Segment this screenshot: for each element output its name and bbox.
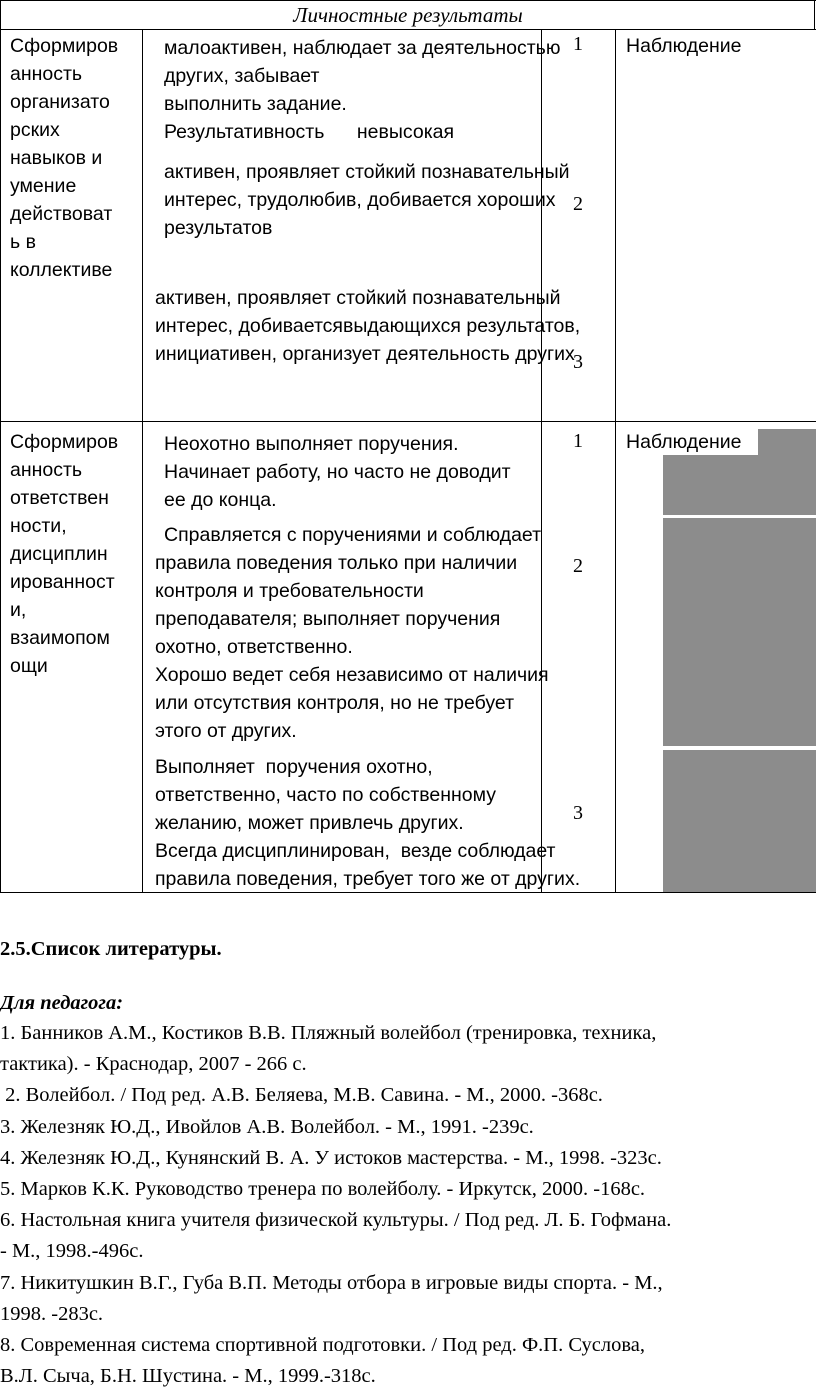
col-divider-3 [615,29,616,893]
grey-block [758,429,816,455]
criterion-cell [10,428,138,680]
literature-line: 3. Железняк Ю.Д., Ивойлов А.В. Волейбол. - М., 1991. -239с. [0,1115,534,1138]
literature-line: 8. Современная система спортивной подготовки. / Под ред. Ф.П. Суслова, [0,1334,645,1357]
level-line: или отсутствия контроля, но не требует [155,692,515,714]
criterion-line: ированност [10,571,115,593]
literature-line: тактика). - Краснодар, 2007 - 266 с. [0,1053,307,1076]
level-line: контроля и требовательности [155,580,424,602]
level-line: правила поведения только при наличии [155,552,518,574]
literature-list [0,1018,816,1392]
level-line: интерес, трудолюбив, добивается хороших [164,189,556,211]
level-line: охотно, ответственно. [155,636,353,658]
level-line: Хорошо ведет себя независимо от наличия [155,664,549,686]
level-line: правила поведения, требует того же от других. [155,868,581,890]
level-line: Справляется с поручениями и соблюдает [164,524,542,546]
level-line: Результативность невысокая [164,121,455,143]
criterion-line: ь в [10,231,36,253]
level-line: интерес, добиваетсявыдающихся результатов, [155,315,581,337]
score: 2 [573,193,583,215]
level-line: ее до конца. [164,489,277,511]
level-line: других, забывает [164,65,320,87]
score: 3 [573,351,583,373]
criterion-line: ответствен [10,487,109,509]
literature-line: - М., 1998.-496с. [0,1240,144,1263]
literature-line: 5. Марков К.К. Руководство тренера по волейболу. - Иркутск, 2000. -168с. [0,1178,646,1201]
literature-line: 4. Железняк Ю.Д., Кунянский В. А. У истоков мастерства. - М., 1998. -323с. [0,1146,662,1169]
table-header: Личностные результаты [293,3,523,27]
literature-line: 6. Настольная книга учителя физической культуры. / Под ред. Л. Б. Гофмана. [0,1209,672,1232]
criterion-line: коллективе [10,259,113,281]
criterion-line: Сформиров [10,431,119,453]
col-divider-1 [142,29,143,893]
criterion-line: дисциплин [10,543,108,565]
grey-block [663,518,816,746]
level-line: малоактивен, наблюдает за деятельностью [164,37,561,59]
score: 2 [573,555,583,577]
level-line: выполнить задание. [164,93,347,115]
level-line: ответственно, часто по собственному [155,784,497,806]
section-title: 2.5.Список литературы. [0,938,222,960]
literature-line: 1. Банников А.М., Костиков В.В. Пляжный волейбол (тренировка, техника, [0,1022,657,1044]
criterion-line: ощи [10,655,48,677]
criterion-line: анность [10,63,83,85]
criterion-line: ности, [10,515,67,537]
level-line: активен, проявляет стойкий познавательный [164,161,570,183]
criterion-line: и, [10,599,27,621]
method-cell: Наблюдение [626,431,742,453]
level-line: Неохотно выполняет поручения. [164,433,459,455]
criterion-line: организато [10,91,110,113]
grey-block [663,455,816,515]
level-text [164,34,560,146]
level-text [155,521,549,745]
level-line: активен, проявляет стойкий познавательный [155,287,561,309]
level-line: результатов [164,217,273,239]
score: 1 [573,33,583,55]
table-border-row1 [0,421,816,422]
table-border-left [0,0,1,893]
level-line: этого от других. [155,720,297,742]
level-text [155,753,580,893]
criterion-line: Сформиров [10,35,119,57]
level-line: Всегда дисциплинирован, везде соблюдает [155,840,556,862]
literature-line: В.Л. Сыча, Б.Н. Шустина. - М., 1999.-318с. [0,1365,376,1388]
criterion-line: действоват [10,203,113,225]
method-cell: Наблюдение [626,35,742,57]
level-line: инициативен, организует деятельность других [155,343,575,365]
literature-line: 7. Никитушкин В.Г., Губа В.П. Методы отбора в игровые виды спорта. - М., [0,1271,663,1294]
level-text [155,284,580,368]
criterion-line: взаимопом [10,627,110,649]
criterion-line: рских [10,119,60,141]
level-line: желанию, может привлечь других. [155,812,464,834]
section-subtitle: Для педагога: [0,992,124,1014]
literature-line: 2. Волейбол. / Под ред. А.В. Беляева, М.В. Савина. - М., 2000. -368с. [0,1084,603,1107]
literature-line: 1998. -283с. [0,1302,104,1325]
score: 3 [573,802,583,824]
level-text [164,158,570,242]
criterion-line: навыков и [10,147,103,169]
score: 1 [573,430,583,452]
grey-block [663,750,816,892]
criterion-cell [10,32,138,284]
level-line: Выполняет поручения охотно, [155,756,433,778]
level-line: Начинает работу, но часто не доводит [164,461,511,483]
level-text [164,430,511,514]
criterion-line: анность [10,459,83,481]
level-line: преподавателя; выполняет поручения [155,608,501,630]
criterion-line: умение [10,175,77,197]
